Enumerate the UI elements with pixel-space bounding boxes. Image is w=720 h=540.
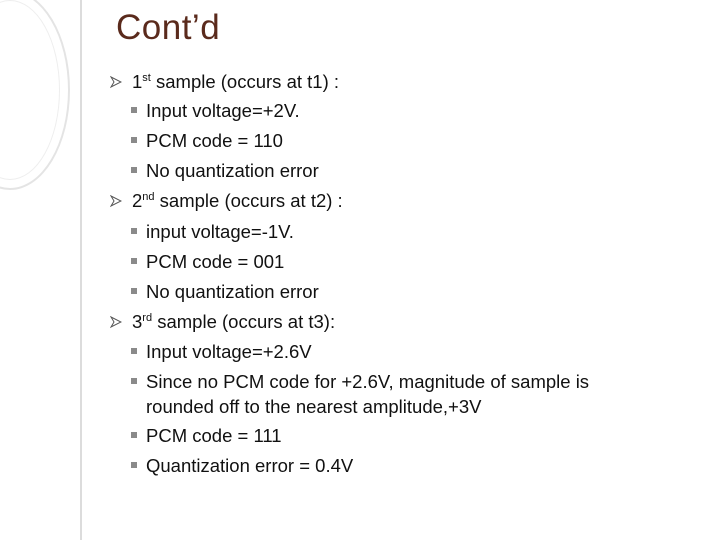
sample-item: No quantization error bbox=[146, 160, 319, 181]
sample-item: Input voltage=+2V. bbox=[146, 100, 300, 121]
arrow-bullet-icon bbox=[110, 311, 124, 333]
sample-heading: 3rd sample (occurs at t3): bbox=[132, 311, 336, 332]
sample-item: Since no PCM code for +2.6V, magnitude of sample is bbox=[146, 371, 590, 392]
square-bullet-icon bbox=[131, 107, 137, 113]
sample-item: input voltage=-1V. bbox=[146, 221, 294, 242]
square-bullet-icon bbox=[131, 378, 137, 384]
square-bullet-icon bbox=[131, 288, 137, 294]
square-bullet-icon bbox=[131, 462, 137, 468]
decorative-vertical-line bbox=[80, 0, 82, 540]
slide-title: Cont’d bbox=[116, 8, 221, 47]
sample-item-continuation: rounded off to the nearest amplitude,+3V bbox=[146, 396, 482, 417]
arrow-bullet-icon bbox=[110, 190, 124, 212]
sample-heading: 2nd sample (occurs at t2) : bbox=[132, 190, 343, 211]
square-bullet-icon bbox=[131, 432, 137, 438]
square-bullet-icon bbox=[131, 348, 137, 354]
sample-heading: 1st sample (occurs at t1) : bbox=[132, 71, 340, 92]
sample-item: Quantization error = 0.4V bbox=[146, 455, 354, 476]
sample-item: PCM code = 110 bbox=[146, 130, 283, 151]
square-bullet-icon bbox=[131, 258, 137, 264]
arrow-bullet-icon bbox=[110, 71, 124, 93]
sample-item: No quantization error bbox=[146, 281, 319, 302]
square-bullet-icon bbox=[131, 137, 137, 143]
sample-item: PCM code = 001 bbox=[146, 251, 285, 272]
square-bullet-icon bbox=[131, 228, 137, 234]
sample-item: PCM code = 111 bbox=[146, 425, 282, 446]
square-bullet-icon bbox=[131, 167, 137, 173]
sample-item: Input voltage=+2.6V bbox=[146, 341, 312, 362]
